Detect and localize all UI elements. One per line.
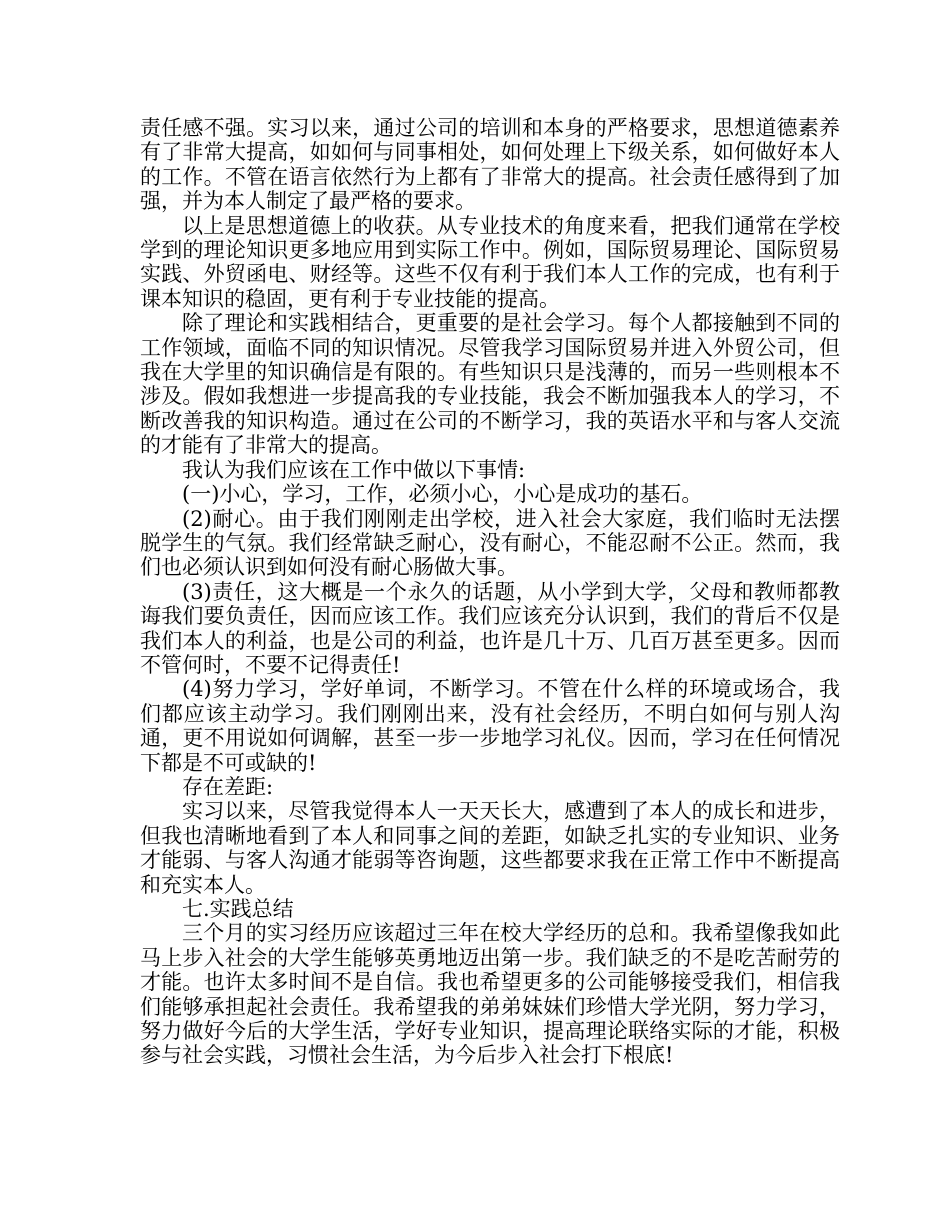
paragraph-social-learning: 除了理论和实践相结合，更重要的是社会学习。每个人都接触到不同的工作领域，面临不同的知识情况。尽管我学习国际贸易并进入外贸公司，但我在大学里的知识确信是有限的。有些知识只是浅薄的，而另一些则根本不涉及。假如我想进一步提高我的专业技能，我会不断加强我本人的学习，不断改善我的知识构造。通过在公司的不断学习，我的英语水平和与客人交流的才能有了非常大的提高。	[140, 311, 840, 458]
section-heading-practice-summary: 七.实践总结	[182, 897, 294, 921]
paragraph-item-patience: (2)耐心。由于我们刚刚走出学校，进入社会大家庭，我们临时无法摆脱学生的气氛。我们经常缺乏耐心，没有耐心，不能忍耐不公正。然而，我们也必须认识到如何没有耐心肠做大事。	[140, 506, 840, 580]
paragraph-summary-body: 三个月的实习经历应该超过三年在校大学经历的总和。我希望像我如此马上步入社会的大学生能够英勇地迈出第一步。我们缺乏的不是吃苦耐劳的才能。也许太多时间不是自信。我也希望更多的公司能够接受我们，相信我们能够承担起社会责任。我希望我的弟弟妹妹们珍惜大学光阴，努力学习，努力做好今后的大学生活，学好专业知识，提高理论联络实际的才能，积极参与社会实践，习惯社会生活，为今后步入社会打下根底!	[140, 921, 840, 1068]
paragraph-item-careful: (一)小心，学习，工作，必须小心，小心是成功的基石。	[182, 482, 703, 507]
paragraph-gap-body: 实习以来，尽管我觉得本人一天天长大，感遭到了本人的成长和进步，但我也清晰地看到了本人和同事之间的差距，如缺乏扎实的专业知识、业务才能弱、与客人沟通才能弱等咨询题，这些都要求我在正常工作中不断提高和充实本人。	[140, 799, 840, 897]
paragraph-item-study: (4)努力学习，学好单词，不断学习。不管在什么样的环境或场合，我们都应该主动学习。我们刚刚出来，没有社会经历，不明白如何与别人沟通，更不用说如何调解，甚至一步一步地学习礼仪。因而，学习在任何情况下都是不可或缺的!	[140, 677, 840, 775]
paragraph-responsibility: 责任感不强。实习以来，通过公司的培训和本身的严格要求，思想道德素养有了非常大提高，如如何与同事相处，如何处理上下级关系，如何做好本人的工作。不管在语言依然行为上都有了非常大的提高。社会责任感得到了加强，并为本人制定了最严格的要求。	[140, 116, 840, 214]
paragraph-gap-heading: 存在差距:	[182, 774, 274, 799]
paragraph-professional-skills: 以上是思想道德上的收获。从专业技术的角度来看，把我们通常在学校学到的理论知识更多地应用到实际工作中。例如，国际贸易理论、国际贸易实践、外贸函电、财经等。这些不仅有利于我们本人工作的完成，也有利于课本知识的稳固，更有利于专业技能的提高。	[140, 213, 840, 311]
paragraph-things-to-do-intro: 我认为我们应该在工作中做以下事情:	[182, 457, 526, 482]
paragraph-item-responsibility: (3)责任，这大概是一个永久的话题，从小学到大学，父母和教师都教诲我们要负责任，因而应该工作。我们应该充分认识到，我们的背后不仅是我们本人的利益，也是公司的利益，也许是几十万、几百万甚至更多。因而不管何时，不要不记得责任!	[140, 579, 840, 677]
document-page	[140, 116, 840, 1068]
